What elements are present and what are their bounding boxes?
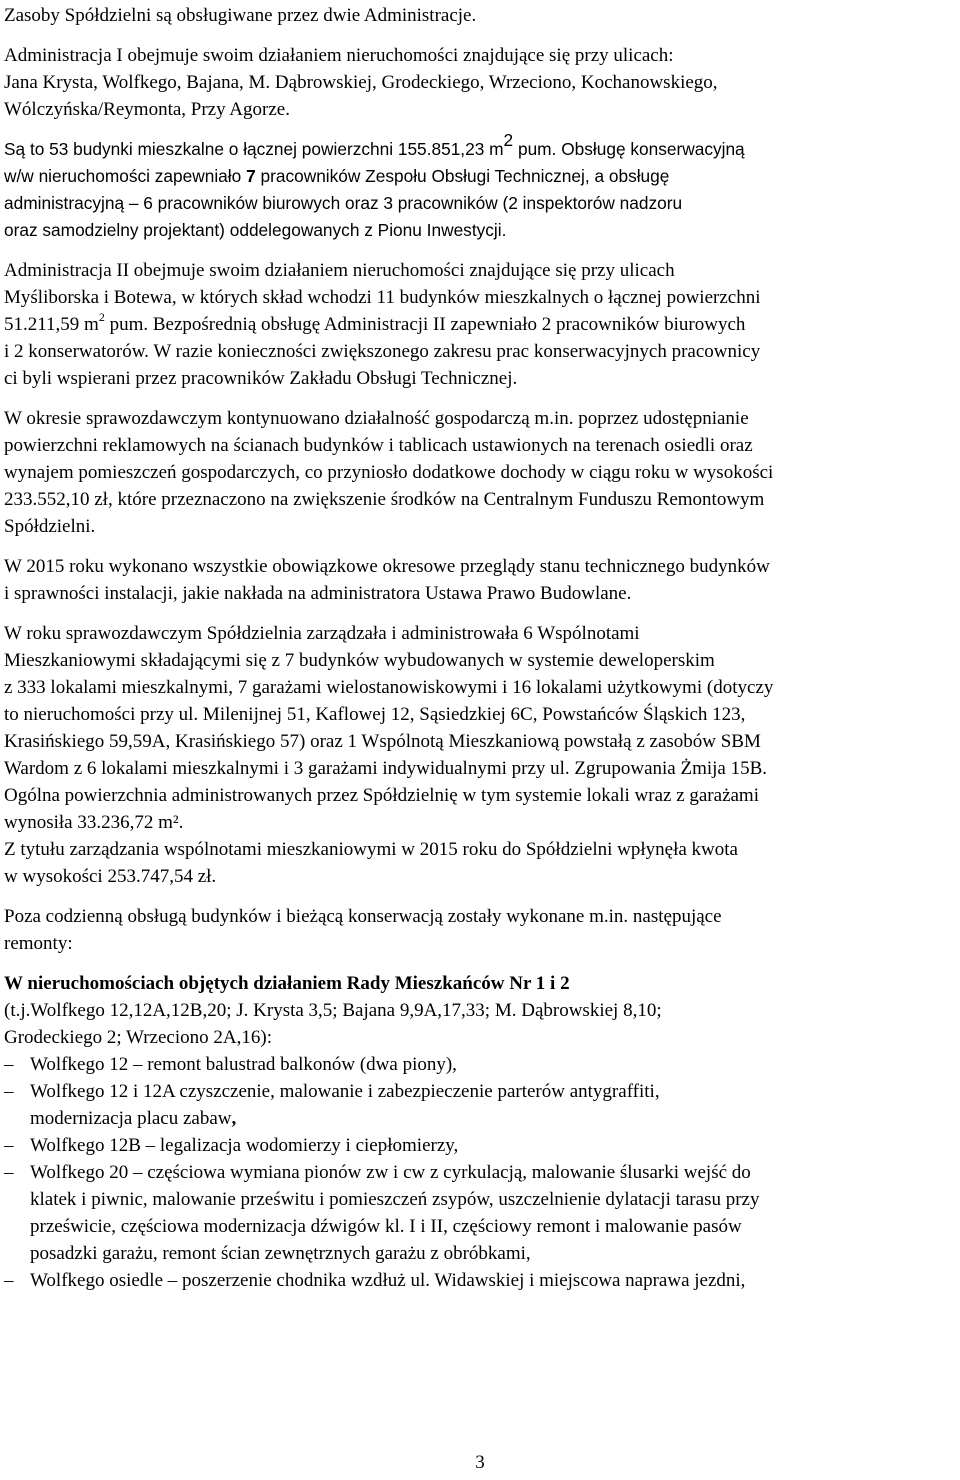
text-line: Wolfkego 12 i 12A czyszczenie, malowanie i zabezpieczenie parterów antygraffiti, xyxy=(30,1081,660,1102)
section-heading xyxy=(4,970,956,997)
bold-number: 7 xyxy=(246,166,256,186)
text-span: 51.211,59 m xyxy=(4,314,99,335)
intro-line: Zasoby Spółdzielni są obsługiwane przez dwie Administracje. xyxy=(4,5,477,26)
inspections-paragraph xyxy=(4,553,956,607)
text-span: pum. xyxy=(513,139,557,159)
text-line: Z tytułu zarządzania wspólnotami mieszkaniowymi w 2015 roku do Spółdzielni wpłynęła kwota xyxy=(4,839,738,860)
dash-bullet: – xyxy=(4,1135,14,1156)
text-line: Jana Krysta, Wolfkego, Bajana, M. Dąbrowskiej, Grodeckiego, Wrzeciono, Kochanowskiego, xyxy=(4,72,718,93)
text-line: W okresie sprawozdawczym kontynuowano działalność gospodarczą m.in. poprzez udostępnianie xyxy=(4,408,749,429)
text-line: Poza codzienną obsługą budynków i bieżącą konserwacją zostały wykonane m.in. następujące xyxy=(4,906,722,927)
text-span: Są to 53 budynki mieszkalne o łącznej powierzchni 155.851,23 m xyxy=(4,139,504,159)
text-line: ci byli wspierani przez pracowników Zakładu Obsługi Technicznej. xyxy=(4,368,518,389)
text-line: W roku sprawozdawczym Spółdzielnia zarządzała i administrowała 6 Wspólnotami xyxy=(4,623,640,644)
text-line: klatek i piwnic, malowanie prześwitu i pomieszczeń zsypów, uszczelnienie dylatacji tarasu przy xyxy=(30,1189,760,1210)
text-line xyxy=(4,163,956,190)
list-item xyxy=(4,1132,956,1159)
ads-paragraph xyxy=(4,405,956,540)
text-line: W 2015 roku wykonano wszystkie obowiązkowe okresowe przeglądy stanu technicznego budynków xyxy=(4,556,770,577)
text-span: W razie konieczności zwiększonego zakresu prac konserwacyjnych pracownicy xyxy=(148,341,761,362)
text-line: Spółdzielni. xyxy=(4,516,96,537)
text-span: Bezpośrednią obsługę Administracji II zapewniało 2 pracowników biurowych xyxy=(148,314,746,335)
text-line: Administracja II obejmuje swoim działaniem nieruchomości znajdujące się przy ulicach xyxy=(4,260,675,281)
dash-bullet: – xyxy=(4,1054,14,1075)
text-line: Ogólna powierzchnia administrowanych przez Spółdzielnię w tym systemie lokali wraz z garażami xyxy=(4,785,759,806)
text-line: oraz samodzielny projektant) oddelegowanych z Pionu Inwestycji. xyxy=(4,220,507,240)
text-line: z 333 lokalami mieszkalnymi, 7 garażami wielostanowiskowymi i 16 lokalami użytkowymi (dotyczy xyxy=(4,677,774,698)
text-line xyxy=(4,129,956,163)
dash-bullet: – xyxy=(4,1270,14,1291)
text-line: Wolfkego 12 – remont balustrad balkonów (dwa piony), xyxy=(30,1054,457,1075)
text-line: i sprawności instalacji, jakie nakłada na administratora Ustawa Prawo Budowlane. xyxy=(4,583,632,604)
text-line: Grodeckiego 2; Wrzeciono 2A,16): xyxy=(4,1027,272,1048)
text-line: (t.j.Wolfkego 12,12A,12B,20; J. Krysta 3,5; Bajana 9,9A,17,33; M. Dąbrowskiej 8,10; xyxy=(4,1000,662,1021)
text-line: Krasińskiego 59,59A, Krasińskiego 57) oraz 1 Wspólnotą Mieszkaniową powstałą z zasobów SBM xyxy=(4,731,761,752)
text-line xyxy=(30,1105,956,1132)
admin1-staff-paragraph xyxy=(4,129,956,244)
text-span: pum. xyxy=(104,314,149,335)
list-item xyxy=(4,1051,956,1078)
text-line: to nieruchomości przy ul. Milenijnej 51, Kaflowej 12, Sąsiedzkiej 6C, Powstańców Śląskich 123, xyxy=(4,704,746,725)
text-line: w wysokości 253.747,54 zł. xyxy=(4,866,217,887)
dash-bullet: – xyxy=(4,1081,14,1102)
text-line: Myśliborska i Botewa, w których skład wchodzi 11 budynków mieszkalnych o łącznej powierzchni xyxy=(4,287,761,308)
text-span: modernizacja placu zabaw xyxy=(30,1108,232,1129)
admin1-paragraph xyxy=(4,42,956,123)
text-line: posadzki garażu, remont ścian zewnętrznych garażu z obróbkami, xyxy=(30,1243,531,1264)
bold-comma: , xyxy=(231,1108,237,1129)
superscript: 2 xyxy=(98,309,105,324)
dash-bullet: – xyxy=(4,1162,14,1183)
text-line: Administracja I obejmuje swoim działaniem nieruchomości znajdujące się przy ulicach: xyxy=(4,45,674,66)
document-page xyxy=(4,0,956,1294)
superscript: 2 xyxy=(503,129,514,150)
text-line: administracyjną – 6 pracowników biurowych oraz 3 pracowników (2 inspektorów nadzoru xyxy=(4,193,683,213)
text-span: i 2 konserwatorów. xyxy=(4,341,149,362)
text-line: prześwicie, częściowa modernizacja dźwigów kl. I i II, częściowy remont i malowanie pasów xyxy=(30,1216,742,1237)
text-line: wynosiła 33.236,72 m². xyxy=(4,812,184,833)
list-item xyxy=(4,1159,956,1267)
text-line: Wolfkego 12B – legalizacja wodomierzy i ciepłomierzy, xyxy=(30,1135,459,1156)
text-line: Wardom z 6 lokalami mieszkalnymi i 3 garażami indywidualnymi przy ul. Zgrupowania Żmija 15B. xyxy=(4,758,768,779)
text-line: Wolfkego 20 – częściowa wymiana pionów zw i cw z cyrkulacją, malowanie ślusarki wejść do xyxy=(30,1162,751,1183)
text-span: w/w nieruchomości zapewniało xyxy=(4,166,247,186)
page-number: 3 xyxy=(475,1452,485,1473)
text-line: remonty: xyxy=(4,933,73,954)
text-line xyxy=(4,338,956,365)
admin2-paragraph xyxy=(4,257,956,392)
text-line: Mieszkaniowymi składającymi się z 7 budynków wybudowanych w systemie deweloperskim xyxy=(4,650,715,671)
council-section xyxy=(4,970,956,1294)
list-item xyxy=(4,1267,956,1294)
text-line: powierzchni reklamowych na ścianach budynków i tablicach ustawionych na terenach osiedli oraz xyxy=(4,435,753,456)
text-span: pracowników Zespołu Obsługi Technicznej, a obsługę xyxy=(255,166,670,186)
heading-text: W nieruchomościach objętych działaniem Rady Mieszkańców Nr 1 i 2 xyxy=(4,973,570,994)
text-line: 233.552,10 zł, które przeznaczono na zwiększenie środków na Centralnym Funduszu Remontowym xyxy=(4,489,765,510)
repairs-paragraph xyxy=(4,903,956,957)
text-line: Wolfkego osiedle – poszerzenie chodnika wzdłuż ul. Widawskiej i miejscowa naprawa jezdni, xyxy=(30,1270,746,1291)
list-item xyxy=(4,1078,956,1132)
text-span: Obsługę konserwacyjną xyxy=(556,139,745,159)
text-line: wynajem pomieszczeń gospodarczych, co przyniosło dodatkowe dochody w ciągu roku w wysokości xyxy=(4,462,774,483)
communities-paragraph xyxy=(4,620,956,890)
text-line xyxy=(4,311,956,338)
text-line: Wólczyńska/Reymonta, Przy Agorze. xyxy=(4,99,290,120)
